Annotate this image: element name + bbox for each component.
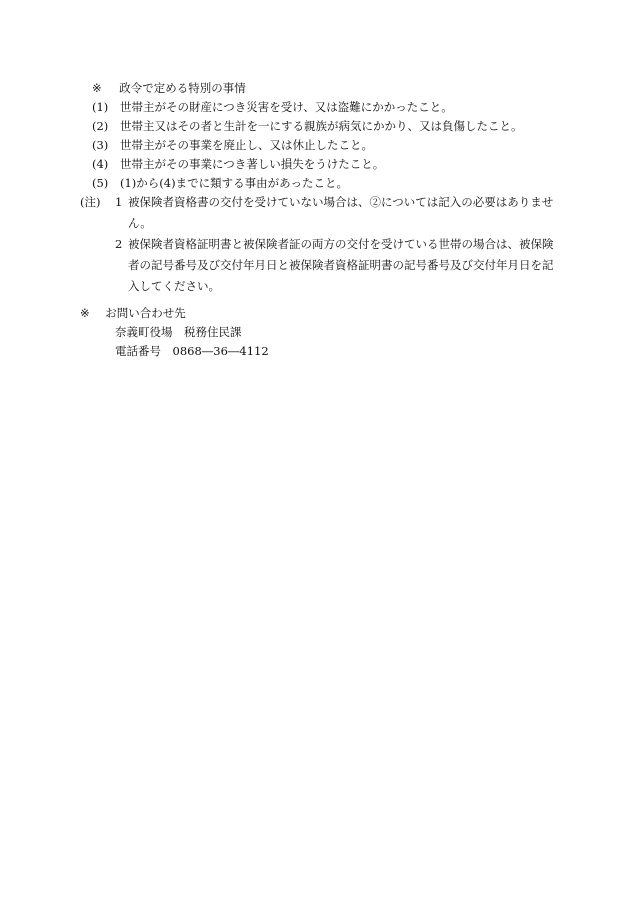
note-text: 被保険者資格証明書と被保険者証の両方の交付を受けている世帯の場合は、被保険者の記号番号及び交付年月日と被保険者資格証明書の記号番号及び交付年月日を記入してください。 [128, 237, 554, 293]
item-number: (3) [92, 138, 109, 152]
note-text: 被保険者資格書の交付を受けていない場合は、②については記入の必要はありません。 [128, 195, 554, 230]
item-number: (4) [92, 157, 109, 171]
item-number: (2) [92, 119, 109, 133]
reference-mark: ※ [92, 81, 102, 95]
item-text: 世帯主又はその者と生計を一にする親族が病気にかかり、又は負傷したこと。 [120, 119, 523, 133]
item-number: (1) [92, 100, 109, 114]
item-number: (5) [92, 176, 109, 190]
contact-heading [80, 303, 186, 324]
special-reasons-title: 政令で定める特別の事情 [119, 81, 246, 95]
contact-office: 奈義町役場 税務住民課 [115, 325, 242, 339]
item-text: 世帯主がその事業につき著しい損失をうけたこと。 [120, 157, 385, 171]
special-reasons-heading [92, 78, 246, 99]
item-text: 世帯主がその事業を廃止し、又は休止したこと。 [120, 138, 373, 152]
contact-phone: 電話番号 0868―36―4112 [115, 344, 269, 358]
item-text: (1)から(4)までに類する事由があったこと。 [120, 176, 348, 190]
contact-title: お問い合わせ先 [105, 306, 186, 320]
note-number: 1 [115, 195, 123, 209]
item-text: 世帯主がその財産につき災害を受け、又は盗難にかかったこと。 [120, 100, 453, 114]
notes-label: (注) [80, 195, 101, 209]
reference-mark: ※ [80, 306, 90, 320]
note-number: 2 [115, 237, 123, 251]
